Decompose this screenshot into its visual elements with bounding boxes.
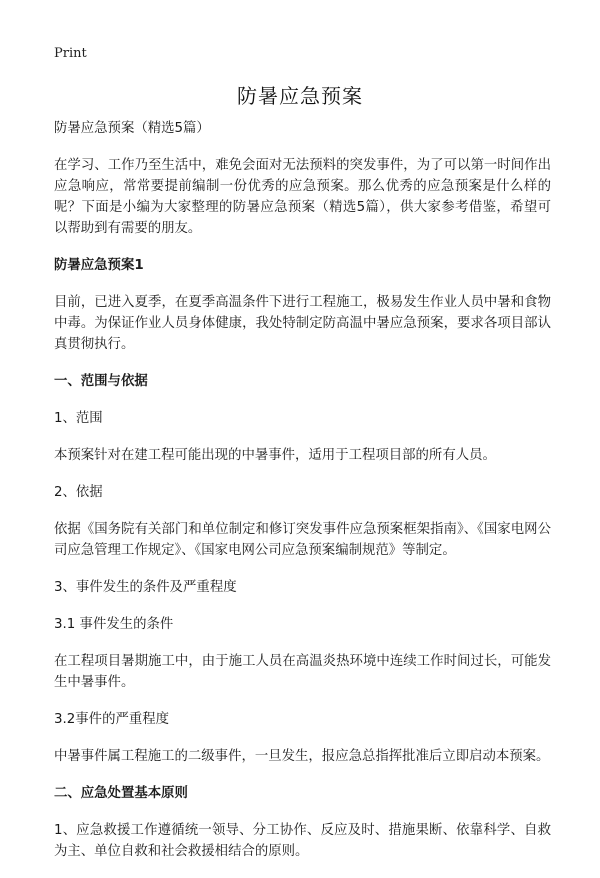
section-heading-scope-basis: 一、范围与依据	[54, 374, 148, 389]
section-heading-principles: 二、应急处置基本原则	[54, 786, 188, 801]
intro-paragraph: 在学习、工作乃至生活中，难免会面对无法预料的突发事件，为了可以第一时间作出应急响应，常常要提前编制一份优秀的应急预案。那么优秀的应急预案是什么样的呢？下面是小编为大家整理的防暑应急预案（精选5篇），供大家参考借鉴，希望可以帮助到有需要的朋友。	[54, 158, 551, 236]
section-heading-plan-1: 防暑应急预案1	[54, 258, 144, 273]
document-body	[54, 118, 551, 878]
severity-text: 中暑事件属工程施工的二级事件，一旦发生，报应急总指挥批准后立即启动本预案。	[54, 749, 550, 764]
principles-text: 1、应急救援工作遵循统一领导、分工协作、反应及时、措施果断、依靠科学、自救为主、单位自救和社会救援相结合的原则。	[54, 823, 551, 859]
scope-text: 本预案针对在建工程可能出现的中暑事件，适用于工程项目部的所有人员。	[54, 448, 496, 463]
subheading-scope: 1、范围	[54, 411, 103, 426]
subheading-severity: 3.2事件的严重程度	[54, 712, 170, 727]
plan-1-intro: 目前，已进入夏季，在夏季高温条件下进行工程施工，极易发生作业人员中暑和食物中毒。为保证作业人员身体健康，我处特制定防高温中暑应急预案，要求各项目部认真贯彻执行。	[54, 295, 551, 352]
subheading-conditions: 3.1 事件发生的条件	[54, 617, 174, 632]
subheading-basis: 2、依据	[54, 485, 103, 500]
subheading-conditions-severity: 3、事件发生的条件及严重程度	[54, 580, 237, 595]
print-label: Print	[54, 46, 87, 61]
basis-text: 依据《国务院有关部门和单位制定和修订突发事件应急预案框架指南》、《国家电网公司应急管理工作规定》、《国家电网公司应急预案编制规范》等制定。	[54, 522, 551, 558]
document-title: 防暑应急预案	[237, 84, 363, 108]
conditions-text: 在工程项目暑期施工中，由于施工人员在高温炎热环境中连续工作时间过长，可能发生中暑事件。	[54, 654, 551, 690]
document-subtitle: 防暑应急预案（精选5篇）	[54, 121, 210, 136]
